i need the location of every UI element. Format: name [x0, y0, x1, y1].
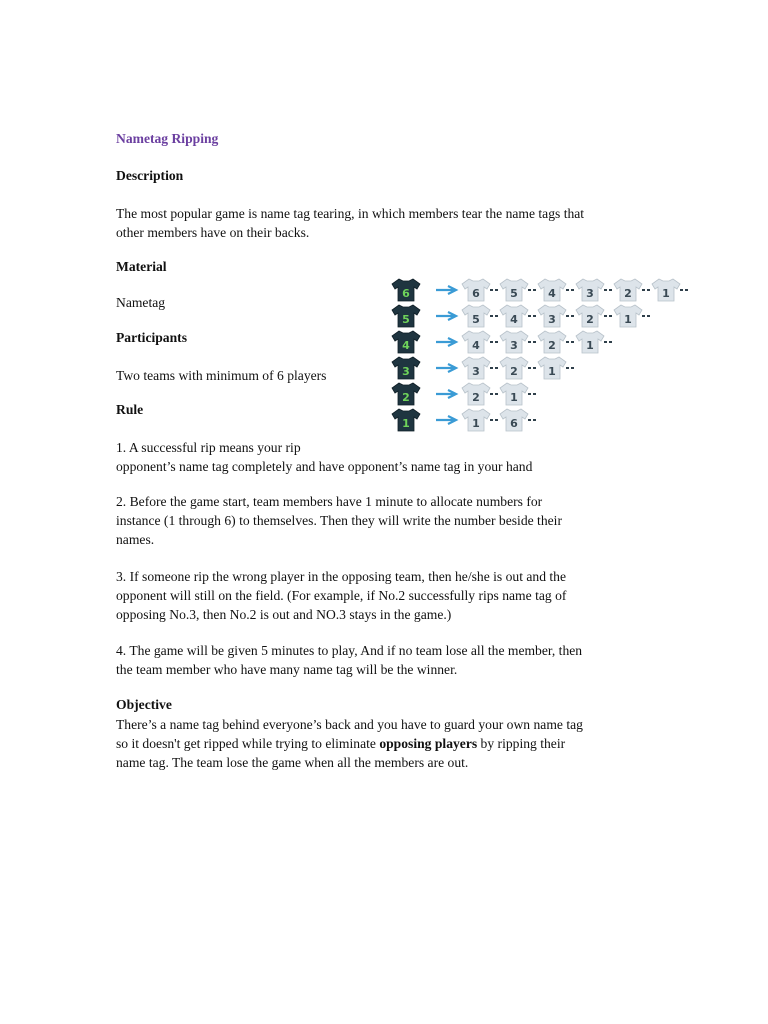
- rule-line: opposing No.3, then No.2 is out and NO.3 stays in the game.): [116, 607, 452, 622]
- rule-line: 4. The game will be given 5 minutes to play, And if no team lose all the member, then: [116, 643, 583, 658]
- target-jersey: [500, 383, 528, 405]
- target-jersey: [500, 305, 528, 327]
- rule-line: instance (1 through 6) to themselves. Then they will write the number beside their: [116, 513, 562, 528]
- target-jersey: [576, 305, 604, 327]
- target-jersey: [538, 279, 566, 301]
- jersey-row: [390, 382, 710, 406]
- jersey-number: 3: [510, 339, 518, 352]
- rule-line: the team member who have many name tag will be the winner.: [116, 662, 458, 677]
- rule-line: names.: [116, 532, 155, 547]
- jersey-number: 4: [472, 339, 480, 352]
- target-jersey: [538, 331, 566, 353]
- attacker-jersey: [392, 305, 420, 327]
- rule-3: [116, 567, 661, 624]
- jersey-number: 1: [624, 313, 632, 326]
- jersey-number: 4: [510, 313, 518, 326]
- objective-text-segment: by ripping their: [477, 736, 566, 751]
- attacker-jersey: [392, 357, 420, 379]
- jersey-number: 5: [510, 287, 518, 300]
- rule-line: 3. If someone rip the wrong player in the opposing team, then he/she is out and the: [116, 569, 567, 584]
- description-line: The most popular game is name tag tearing, in which members tear the name tags that: [116, 206, 585, 221]
- jersey-row: [390, 278, 710, 302]
- jersey-row: [390, 304, 710, 328]
- rule-line: 2. Before the game start, team members have 1 minute to allocate numbers for: [116, 494, 543, 509]
- attacker-jersey: [392, 409, 420, 431]
- description-line: other members have on their backs.: [116, 225, 310, 240]
- target-jersey: [538, 305, 566, 327]
- jersey-number: 3: [402, 365, 410, 378]
- target-jersey: [500, 357, 528, 379]
- rule-heading: Rule: [116, 402, 144, 417]
- rule-line: 1. A successful rip means your rip: [116, 440, 301, 455]
- objective-text-segment: so it doesn't get ripped while trying to eliminate: [116, 736, 380, 751]
- rule-4: [116, 641, 661, 679]
- jersey-number: 3: [548, 313, 556, 326]
- jersey-number: 1: [548, 365, 556, 378]
- arrow-right-icon: [436, 390, 456, 398]
- description-text: [116, 204, 661, 242]
- jersey-number: 2: [402, 391, 410, 404]
- rule-1: [116, 438, 661, 476]
- jersey-row: [390, 356, 710, 380]
- objective-line: name tag. The team lose the game when all the members are out.: [116, 755, 469, 770]
- jersey-number: 1: [662, 287, 670, 300]
- target-jersey: [500, 279, 528, 301]
- target-jersey: [462, 279, 490, 301]
- rule-2: [116, 492, 661, 549]
- jersey-number: 5: [402, 313, 410, 326]
- target-jersey: [462, 409, 490, 431]
- participants-text: Two teams with minimum of 6 players: [116, 368, 327, 383]
- target-jersey: [652, 279, 680, 301]
- target-jersey: [462, 331, 490, 353]
- target-jersey: [614, 279, 642, 301]
- arrow-right-icon: [436, 312, 456, 320]
- arrow-right-icon: [436, 338, 456, 346]
- rule-line: opponent’s name tag completely and have opponent’s name tag in your hand: [116, 459, 533, 474]
- jersey-number: 2: [510, 365, 518, 378]
- participants-heading: Participants: [116, 330, 187, 345]
- objective-line: [116, 734, 661, 753]
- jersey-number: 3: [472, 365, 480, 378]
- objective-text: [116, 715, 661, 772]
- jersey-number: 1: [472, 417, 480, 430]
- target-jersey: [576, 279, 604, 301]
- arrow-right-icon: [436, 416, 456, 424]
- jersey-number: 2: [548, 339, 556, 352]
- target-jersey: [462, 305, 490, 327]
- jersey-number: 2: [472, 391, 480, 404]
- arrow-right-icon: [436, 286, 456, 294]
- attacker-jersey: [392, 383, 420, 405]
- target-jersey: [538, 357, 566, 379]
- jersey-number: 1: [402, 417, 410, 430]
- objective-heading: Objective: [116, 697, 172, 712]
- jersey-number: 1: [510, 391, 518, 404]
- objective-bold-text: opposing players: [379, 736, 478, 751]
- arrow-right-icon: [436, 364, 456, 372]
- attacker-jersey: [392, 279, 420, 301]
- jersey-number: 3: [586, 287, 594, 300]
- jersey-number: 4: [402, 339, 410, 352]
- page-title: Nametag Ripping: [116, 131, 219, 146]
- jersey-number: 6: [472, 287, 480, 300]
- jersey-number: 2: [624, 287, 632, 300]
- jersey-number: 4: [548, 287, 556, 300]
- jersey-number: 2: [586, 313, 594, 326]
- jersey-row: [390, 330, 710, 354]
- material-heading: Material: [116, 259, 167, 274]
- target-jersey: [462, 357, 490, 379]
- target-jersey: [500, 409, 528, 431]
- jersey-number: 1: [586, 339, 594, 352]
- material-text: Nametag: [116, 295, 166, 310]
- objective-line: There’s a name tag behind everyone’s back and you have to guard your own name tag: [116, 717, 583, 732]
- target-jersey: [614, 305, 642, 327]
- jersey-number: 5: [472, 313, 480, 326]
- target-jersey: [500, 331, 528, 353]
- jersey-number: 6: [510, 417, 518, 430]
- jersey-rip-order-figure: [390, 278, 710, 438]
- target-jersey: [462, 383, 490, 405]
- target-jersey: [576, 331, 604, 353]
- rule-line: opponent will still on the field. (For example, if No.2 successfully rips name tag of: [116, 588, 567, 603]
- attacker-jersey: [392, 331, 420, 353]
- description-heading: Description: [116, 168, 184, 183]
- jersey-number: 6: [402, 287, 410, 300]
- jersey-row: [390, 408, 710, 432]
